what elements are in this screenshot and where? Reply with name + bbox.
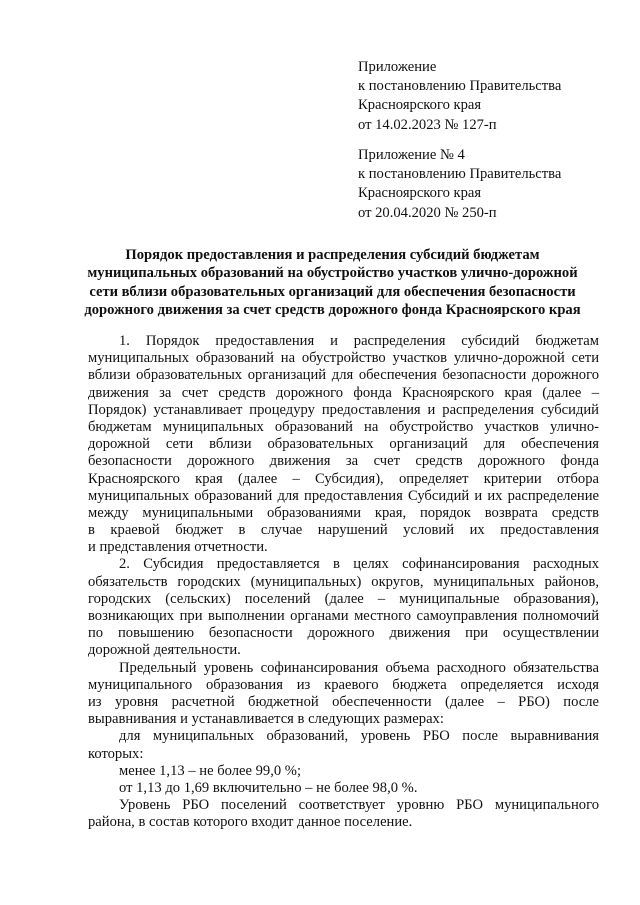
paragraph-2-line: по повышению безопасности дорожного движения при осуществлении: [88, 625, 599, 642]
paragraph-3-line: муниципального образования из краевого бюджета определяется исходя: [88, 676, 599, 693]
paragraph-1-line: Порядок) устанавливает процедуру предоставления и распределения субсидий: [88, 401, 599, 418]
rate-list-item: от 1,13 до 1,69 включительно – не более 98,0 %.: [119, 779, 418, 796]
appendix-line: Приложение: [358, 59, 437, 75]
appendix-line: к постановлению Правительства: [358, 166, 562, 183]
paragraph-2-line: городских (сельских) поселений (далее – муниципальные образования),: [88, 590, 599, 607]
paragraph-1-line: в краевой бюджет в случае нарушений условий их предоставления: [88, 522, 599, 539]
paragraph-1-line: бюджетам муниципальных образований на обустройство участков улично-: [88, 418, 599, 435]
title-line: дорожного движения за счет средств дорожного фонда Красноярского края: [84, 301, 581, 318]
title-line: муниципальных образований на обустройство участков улично-дорожной: [87, 265, 578, 282]
paragraph-2-line: обязательств городских (муниципальных) округов, муниципальных районов,: [88, 573, 599, 590]
paragraph-3-line: Предельный уровень софинансирования объема расходного обязательства: [119, 659, 599, 676]
rate-list-item: менее 1,13 – не более 99,0 %;: [119, 762, 302, 779]
paragraph-2-line: дорожной деятельности.: [88, 642, 241, 659]
appendix-line: от 14.02.2023 № 127-п: [358, 116, 497, 133]
paragraph-5-line: района, в состав которого входит данное поселение.: [88, 814, 413, 831]
appendix-line: к постановлению Правительства: [358, 78, 562, 95]
paragraph-1-line: вблизи образовательных организаций для обеспечения безопасности дорожного: [88, 367, 599, 384]
title-line: Порядок предоставления и распределения субсидий бюджетам: [125, 247, 540, 263]
paragraph-4-line: которых:: [88, 745, 144, 762]
title-line: сети вблизи образовательных организаций для обеспечения безопасности: [89, 283, 576, 300]
paragraph-1-line: муниципальных образований на обустройство участков улично-дорожной сети: [88, 350, 599, 367]
paragraph-1-line: между муниципальными образованиями края, порядок возврата средств: [88, 504, 599, 521]
paragraph-3-line: выравнивания и устанавливается в следующих размерах:: [88, 711, 444, 728]
appendix-line: от 20.04.2020 № 250-п: [358, 204, 497, 221]
paragraph-2-line: 2. Субсидия предоставляется в целях софинансирования расходных: [119, 556, 599, 573]
paragraph-1-line: и представления отчетности.: [88, 539, 268, 556]
paragraph-3-line: из уровня расчетной бюджетной обеспеченности (далее – РБО) после: [88, 693, 599, 710]
document-title: [60, 246, 605, 319]
appendix-line: Приложение № 4: [358, 147, 465, 163]
paragraph-1-line: движения за счет средств дорожного фонда Красноярского края (далее –: [88, 384, 599, 401]
appendix-header-original: [358, 146, 628, 223]
appendix-line: Красноярского края: [358, 185, 482, 202]
document-body: [88, 333, 599, 831]
paragraph-1-line: Красноярского края (далее – Субсидия), определяет критерии отбора: [88, 470, 599, 487]
paragraph-1-line: 1. Порядок предоставления и распределения субсидий бюджетам: [119, 333, 599, 349]
paragraph-1-line: дорожной сети вблизи образовательных организаций для обеспечения: [88, 436, 599, 453]
appendix-header-current: [358, 58, 628, 135]
paragraph-4-line: для муниципальных образований, уровень РБО после выравнивания: [119, 728, 599, 745]
paragraph-1-line: муниципальных образований для предоставления Субсидий и их распределение: [88, 487, 599, 504]
appendix-line: Красноярского края: [358, 97, 482, 114]
paragraph-1-line: безопасности дорожного движения за счет средств дорожного фонда: [88, 453, 599, 470]
paragraph-5-line: Уровень РБО поселений соответствует уровню РБО муниципального: [119, 797, 599, 814]
paragraph-2-line: возникающих при выполнении органами местного самоуправления полномочий: [88, 608, 599, 624]
